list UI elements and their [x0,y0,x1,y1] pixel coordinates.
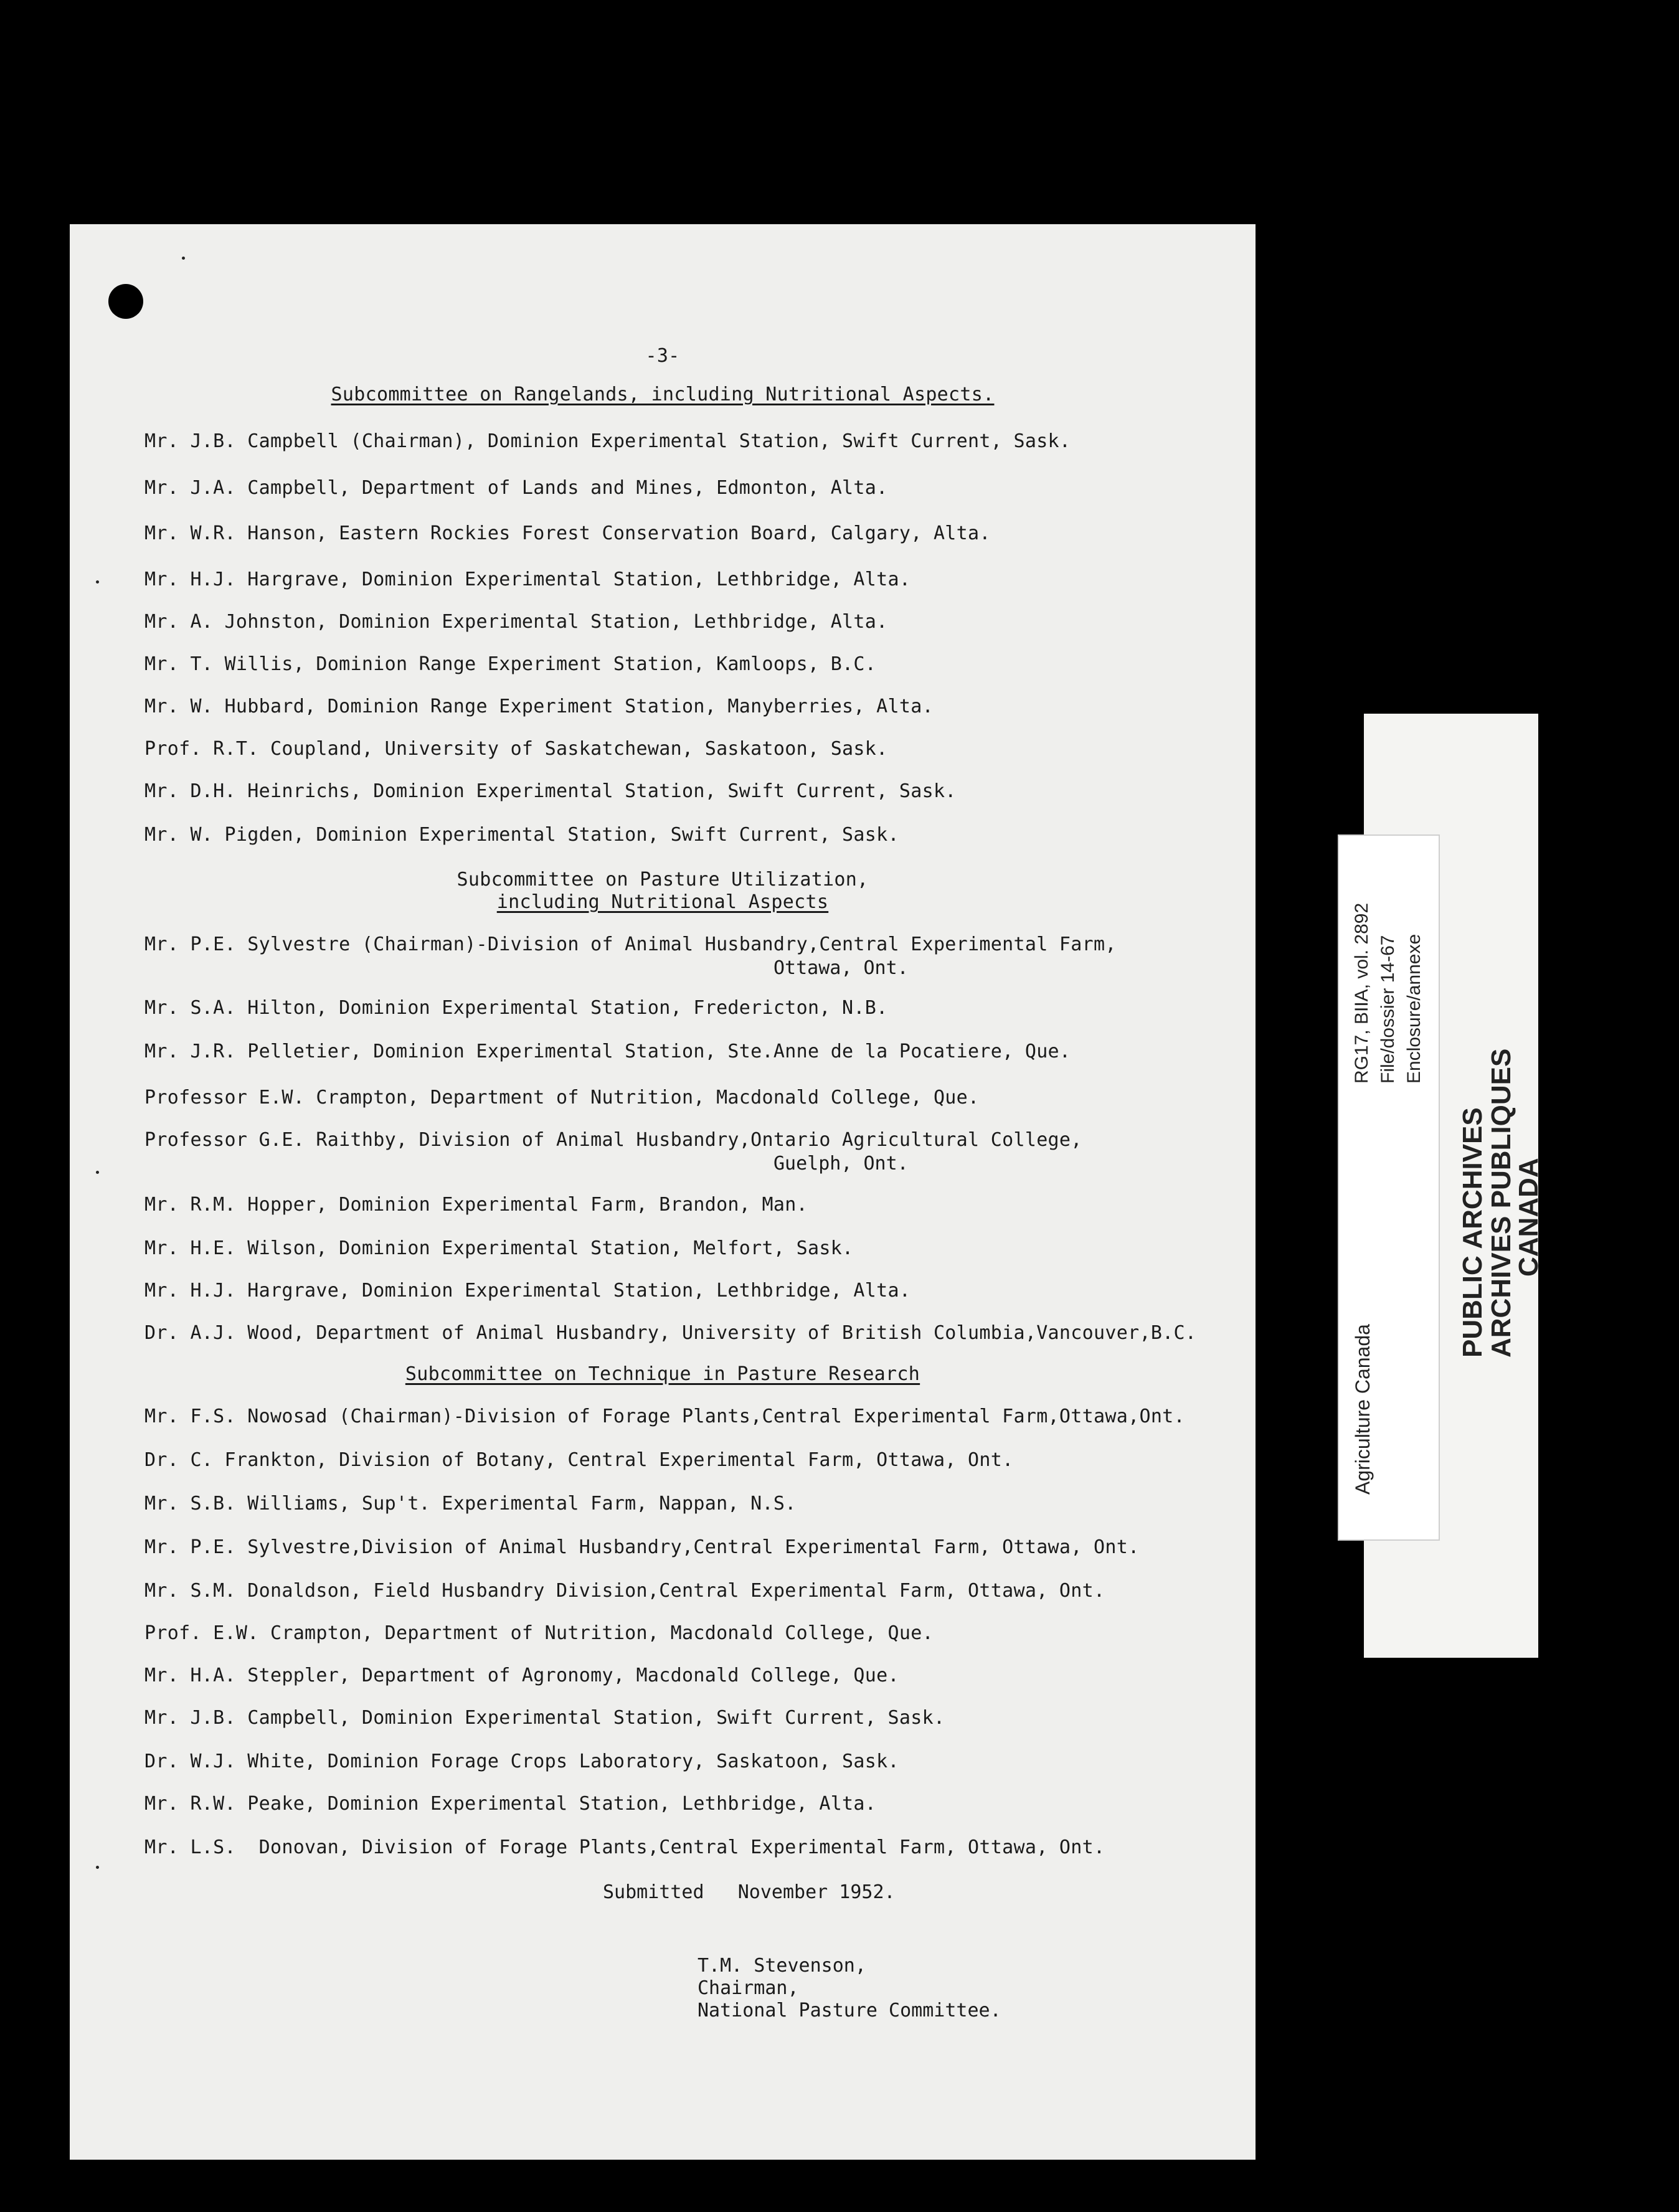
member-line: Mr. L.S. Donovan, Division of Forage Plants,Central Experimental Farm, Ottawa, Ont. [144,1836,1105,1858]
member-line: Dr. A.J. Wood, Department of Animal Husbandry, University of British Columbia,Vancouver,B.C. [144,1322,1197,1344]
speck [96,1171,99,1174]
speck [96,580,99,584]
member-line: Mr. J.A. Campbell, Department of Lands and Mines, Edmonton, Alta. [144,477,888,499]
member-line: Mr. R.M. Hopper, Dominion Experimental Farm, Brandon, Man. [144,1194,808,1216]
member-line: Mr. T. Willis, Dominion Range Experiment Station, Kamloops, B.C. [144,653,877,675]
punch-hole [108,284,143,319]
member-line: Mr. R.W. Peake, Dominion Experimental Station, Lethbridge, Alta. [144,1793,877,1815]
member-line: Mr. P.E. Sylvestre,Division of Animal Husbandry,Central Experimental Farm, Ottawa, Ont. [144,1536,1140,1558]
member-line: Mr. S.M. Donaldson, Field Husbandry Division,Central Experimental Farm, Ottawa, Ont. [144,1580,1105,1602]
signature-title: Chairman, [698,1977,799,1999]
member-line: Mr. W. Hubbard, Dominion Range Experiment Station, Manyberries, Alta. [144,696,934,717]
member-line: Professor G.E. Raithby, Division of Animal Husbandry,Ontario Agricultural College, [144,1129,1082,1151]
member-line: Mr. D.H. Heinrichs, Dominion Experimental Station, Swift Current, Sask. [144,780,957,802]
member-line: Prof. E.W. Crampton, Department of Nutrition, Macdonald College, Que. [144,1622,934,1644]
section-heading-pasture-utilization-line2: including Nutritional Aspects [496,891,829,913]
member-line: Dr. W.J. White, Dominion Forage Crops Laboratory, Saskatoon, Sask. [144,1751,899,1772]
archive-reference-3: Enclosure/annexe [1404,933,1424,1084]
signature-committee: National Pasture Committee. [698,2000,1001,2021]
archive-reference-2: File/dossier 14-67 [1378,935,1398,1084]
archive-stamp-2: ARCHIVES PUBLIQUES [1486,1048,1516,1358]
member-line: Mr. S.A. Hilton, Dominion Experimental Station, Fredericton, N.B. [144,997,888,1019]
member-line: Professor E.W. Crampton, Department of Nutrition, Macdonald College, Que. [144,1087,980,1108]
member-line: Mr. H.E. Wilson, Dominion Experimental Station, Melfort, Sask. [144,1237,854,1259]
member-line: Mr. H.J. Hargrave, Dominion Experimental Station, Lethbridge, Alta. [144,1280,911,1302]
page-number: -3- [645,345,680,367]
archive-source: Agriculture Canada [1351,1324,1374,1495]
archive-stamp-1: PUBLIC ARCHIVES [1457,1107,1488,1358]
member-line: Mr. J.R. Pelletier, Dominion Experimental Station, Ste.Anne de la Pocatiere, Que. [144,1041,1071,1062]
document-page [70,224,1256,2160]
member-line-continuation: Guelph, Ont. [773,1153,909,1175]
speck [182,257,185,260]
section-heading-technique: Subcommittee on Technique in Pasture Research [405,1363,920,1385]
member-line: Mr. J.B. Campbell (Chairman), Dominion Experimental Station, Swift Current, Sask. [144,430,1071,452]
archive-stamp-3: CANADA [1513,1158,1544,1277]
member-line: Dr. C. Frankton, Division of Botany, Central Experimental Farm, Ottawa, Ont. [144,1449,1014,1471]
member-line: Mr. P.E. Sylvestre (Chairman)-Division of Animal Husbandry,Central Experimental Farm, [144,933,1117,955]
archive-reference-1: RG17, BIIA, vol. 2892 [1351,902,1372,1084]
member-line: Mr. J.B. Campbell, Dominion Experimental Station, Swift Current, Sask. [144,1707,945,1729]
member-line: Mr. W.R. Hanson, Eastern Rockies Forest Conservation Board, Calgary, Alta. [144,522,991,544]
member-line: Mr. A. Johnston, Dominion Experimental Station, Lethbridge, Alta. [144,611,888,633]
submitted-date: Submitted November 1952. [603,1881,896,1903]
speck [96,1866,99,1869]
member-line: Mr. W. Pigden, Dominion Experimental Station, Swift Current, Sask. [144,824,899,846]
section-heading-rangelands: Subcommittee on Rangelands, including Nutritional Aspects. [331,384,995,405]
member-line-continuation: Ottawa, Ont. [773,957,909,979]
section-heading-pasture-utilization: Subcommittee on Pasture Utilization, [456,869,869,891]
signature-name: T.M. Stevenson, [698,1955,866,1977]
member-line: Mr. H.J. Hargrave, Dominion Experimental Station, Lethbridge, Alta. [144,569,911,590]
member-line: Mr. S.B. Williams, Sup't. Experimental Farm, Nappan, N.S. [144,1493,797,1515]
member-line: Mr. F.S. Nowosad (Chairman)-Division of Forage Plants,Central Experimental Farm,Ottawa,Ont. [144,1406,1185,1427]
member-line: Prof. R.T. Coupland, University of Saskatchewan, Saskatoon, Sask. [144,738,888,760]
member-line: Mr. H.A. Steppler, Department of Agronomy, Macdonald College, Que. [144,1665,899,1686]
